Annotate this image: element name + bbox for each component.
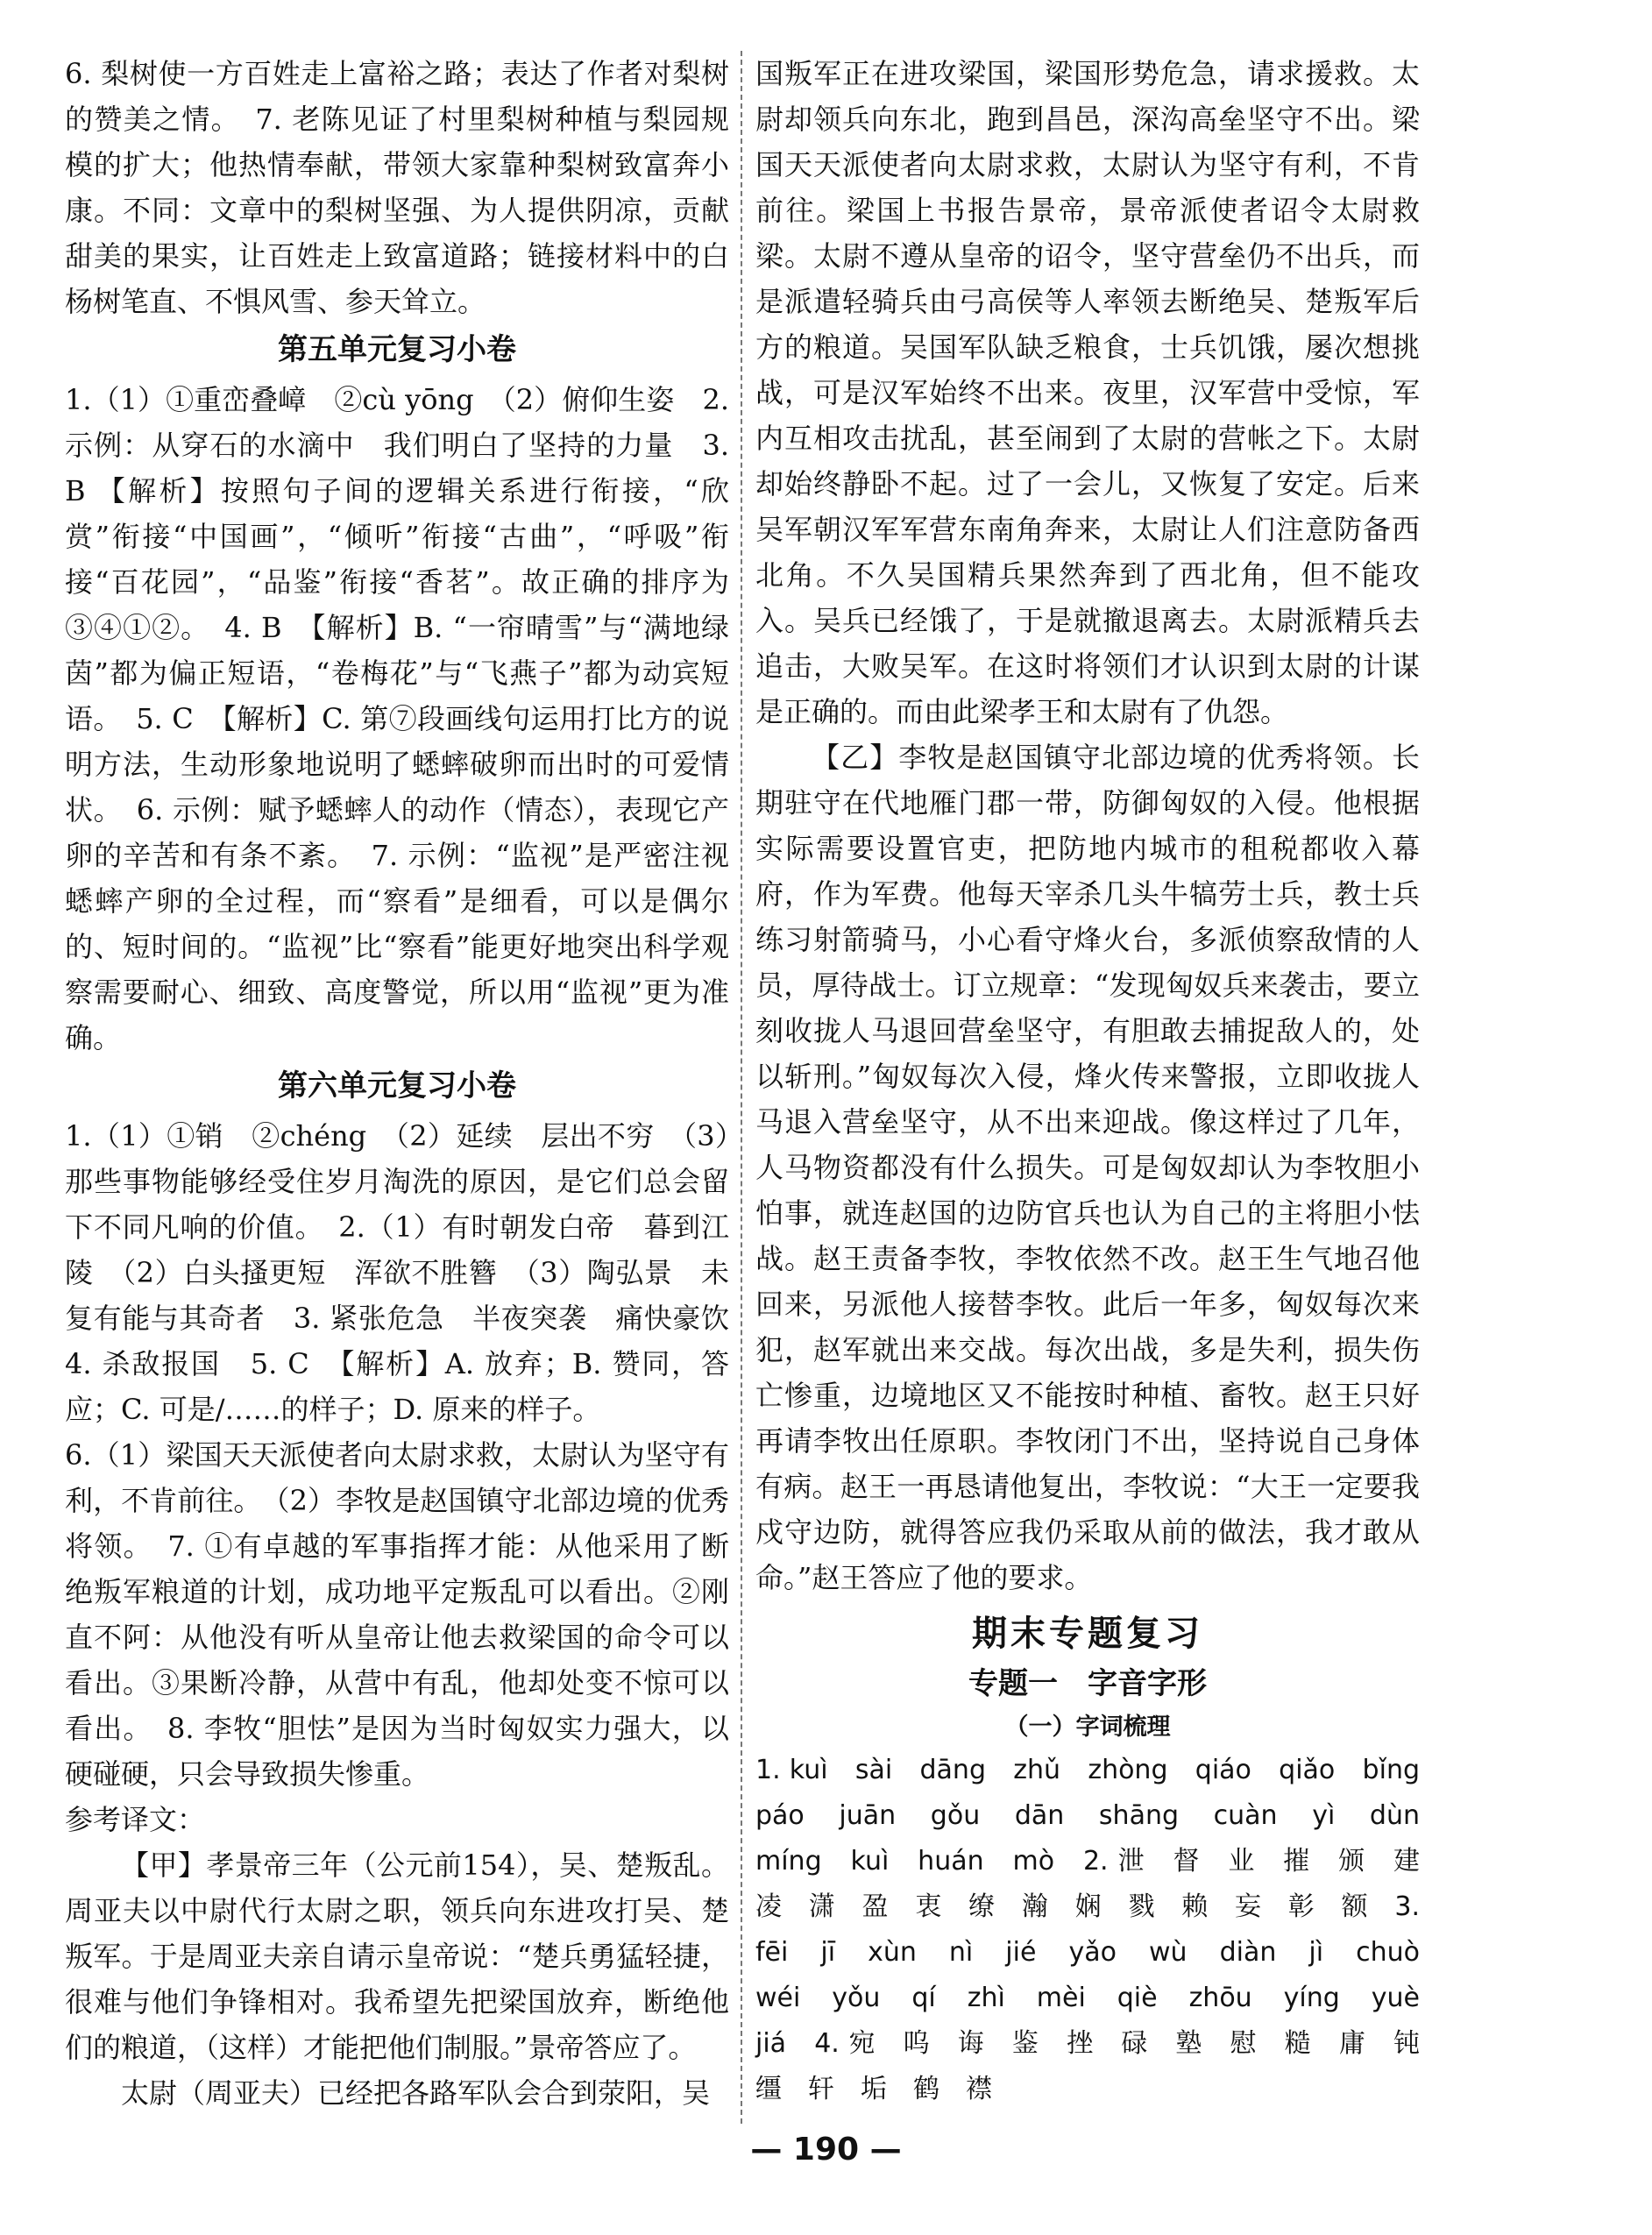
answer-block-intro: 6. 梨树使一方百姓走上富裕之路；表达了作者对梨树的赞美之情。 7. 老陈见证了村里梨树种植与梨园规模的扩大；他热情奉献，带领大家靠种梨树致富奔小康。不同：文章中的梨树坚强、为人提供阴凉，贡献甜美的果实，让百姓走上致富道路；链接材料中的白杨树笔直、不惧风雪、参天耸立。 — [65, 57, 729, 318]
column-divider — [741, 51, 742, 2124]
pinyin-answers: 1. kuì sài dāng zhǔ zhòng qiáo qiǎo bǐng páo juān gǒu dān shāng cuàn yì dùn míng kuì huán mò 2. 泄 督 业 摧 颁 建 凌 潇 盈 衷 缭 瀚 娴 戮 赖 妄 彰 额 3. fēi jī xùn nì jié yǎo wù diàn jì chuò wéi yǒu qí zhì mèi qiè zhōu yíng yuè jiá 4. 宛 呜 诲 鉴 挫 碌 塾 慰 糙 庸 钝 缰 轩 垢 鹤 襟 — [755, 1755, 1446, 2104]
translation-yi: 【乙】李牧是赵国镇守北部边境的优秀将领。长期驻守在代地雁门郡一带，防御匈奴的入侵。他根据实际需要设置官吏，把防地内城市的租税都收入幕府，作为军费。他每天宰杀几头牛犒劳士兵，教士兵练习射箭骑马，小心看守烽火台，多派侦察敌情的人员，厚待战士。订立规章：“发现匈奴兵来袭击，要立刻收拢人马退回营垒坚守，有胆敢去捕捉敌人的，处以斩刑。”匈奴每次入侵，烽火传来警报，立即收拢人马退入营垒坚守，从不出来迎战。像这样过了几年，人马物资都没有什么损失。可是匈奴却认为李牧胆小怕事，就连赵国的边防官兵也认为自己的主将胆小怯战。赵王责备李牧，李牧依然不改。赵王生气地召他回来，另派他人接替李牧。此后一年多，匈奴每次来犯，赵军就出来交战。每次出战，多是失利，损失伤亡惨重，边境地区又不能按时种植、畜牧。赵王只好再请李牧出任原职。李牧闭门不出，坚持说自己身体有病。赵王一再恳请他复出，李牧说：“大王一定要我戍守边防，就得答应我仍采取从前的做法，我才敢从命。”赵王答应了他的要求。 — [755, 741, 1420, 1594]
answer-block-unit6: 1.（1）①销 ②chéng （2）延续 层出不穷 （3）那些事物能够经受住岁月淘洗的原因，是它们总会留下不同凡响的价值。 2.（1）有时朝发白帝 暮到江陵 （2）白头搔更短 浑欲不胜簪 （3）陶弘景 未复有能与其奇者 3. 紧张危急 半夜突袭 痛快豪饮 4. 杀敌报国 5. C 【解析】A. 放弃；B. 赞同，答应；C. 可是/……的样子；D. 原来的样子。 — [65, 1119, 758, 1426]
left-column — [65, 51, 758, 2116]
topic-title: 专题一 字音字形 — [968, 1666, 1207, 1701]
translation-jia-cont: 国叛军正在进攻梁国，梁国形势危急，请求援救。太尉却领兵向东北，跑到昌邑，深沟高垒坚守不出。梁国天天派使者向太尉求救，太尉认为坚守有利，不肯前往。梁国上书报告景帝，景帝派使者诏令太尉救梁。太尉不遵从皇帝的诏令，坚守营垒仍不出兵，而是派遣轻骑兵由弓高侯等人率领去断绝吴、楚叛军后方的粮道。吴国军队缺乏粮食，士兵饥饿，屡次想挑战，可是汉军始终不出来。夜里，汉军营中受惊，军内互相攻击扰乱，甚至闹到了太尉的营帐之下。太尉却始终静卧不起。过了一会儿，又恢复了安定。后来吴军朝汉军军营东南角奔来，太尉让人们注意防备西北角。不久吴国精兵果然奔到了西北角，但不能攻入。吴兵已经饿了，于是就撤退离去。太尉派精兵去追击，大败吴军。在这时将领们才认识到太尉的计谋是正确的。而由此梁孝王和太尉有了仇怨。 — [755, 57, 1420, 728]
answer-block-unit6-continued: 6.（1）梁国天天派使者向太尉求救，太尉认为坚守有利，不肯前往。 （2）李牧是赵国镇守北部边境的优秀将领。 7. ①有卓越的军事指挥才能：从他采用了断绝叛军粮道的计划，成功地平定叛乱可以看出。②刚直不阿：从他没有听从皇帝让他去救梁国的命令可以看出。③果断冷静，从营中有乱，他却处变不惊可以看出。 8. 李牧“胆怯”是因为当时匈奴实力强大，以硬碰硬，只会导致损失惨重。 — [65, 1438, 729, 1791]
translation-jia: 【甲】孝景帝三年（公元前154），吴、楚叛乱。周亚夫以中尉代行太尉之职，领兵向东进攻打吴、楚叛军。于是周亚夫亲自请示皇帝说：“楚兵勇猛轻捷，很难与他们争锋相对。我希望先把梁国放弃，断绝他们的粮道，（这样）才能把他们制服。”景帝答应了。 — [65, 1848, 729, 2064]
answer-block-unit5: 1.（1）①重峦叠嶂 ②cù yōng （2）俯仰生姿 2. 示例：从穿石的水滴中 我们明白了坚持的力量 3. B 【解析】按照句子间的逻辑关系进行衔接，“欣赏”衔接“中国画”，“倾听”衔接“古曲”，“呼吸”衔接“百花园”，“品鉴”衔接“香茗”。故正确的排序为③④①②。 4. B 【解析】B. “一帘晴雪”与“满地绿茵”都为偏正短语，“卷梅花”与“飞燕子”都为动宾短语。 5. C 【解析】C. 第⑦段画线句运用打比方的说明方法，生动形象地说明了蟋蟀破卵而出时的可爱情状。 6. 示例：赋予蟋蟀人的动作（情态），表现它产卵的辛苦和有条不紊。 7. 示例：“监视”是严密注视蟋蟀产卵的全过程，而“察看”是细看，可以是偶尔的、短时间的。“监视”比“察看”能更好地突出科学观察需要耐心、细致、高度警觉，所以用“监视”更为准确。 — [65, 383, 729, 1054]
right-column — [755, 51, 1446, 2112]
subtopic-title: （一）字词梳理 — [1004, 1714, 1171, 1741]
section-title-unit6: 第六单元复习小卷 — [278, 1068, 516, 1103]
translation-jia-continued: 太尉（周亚夫）已经把各路军队会合到荥阳，吴 — [121, 2076, 711, 2110]
reference-translation-label: 参考译文： — [65, 1803, 206, 1836]
section-title-unit5: 第五单元复习小卷 — [278, 332, 516, 367]
page-number: — 190 — — [750, 2132, 902, 2168]
final-review-title: 期末专题复习 — [972, 1614, 1203, 1654]
